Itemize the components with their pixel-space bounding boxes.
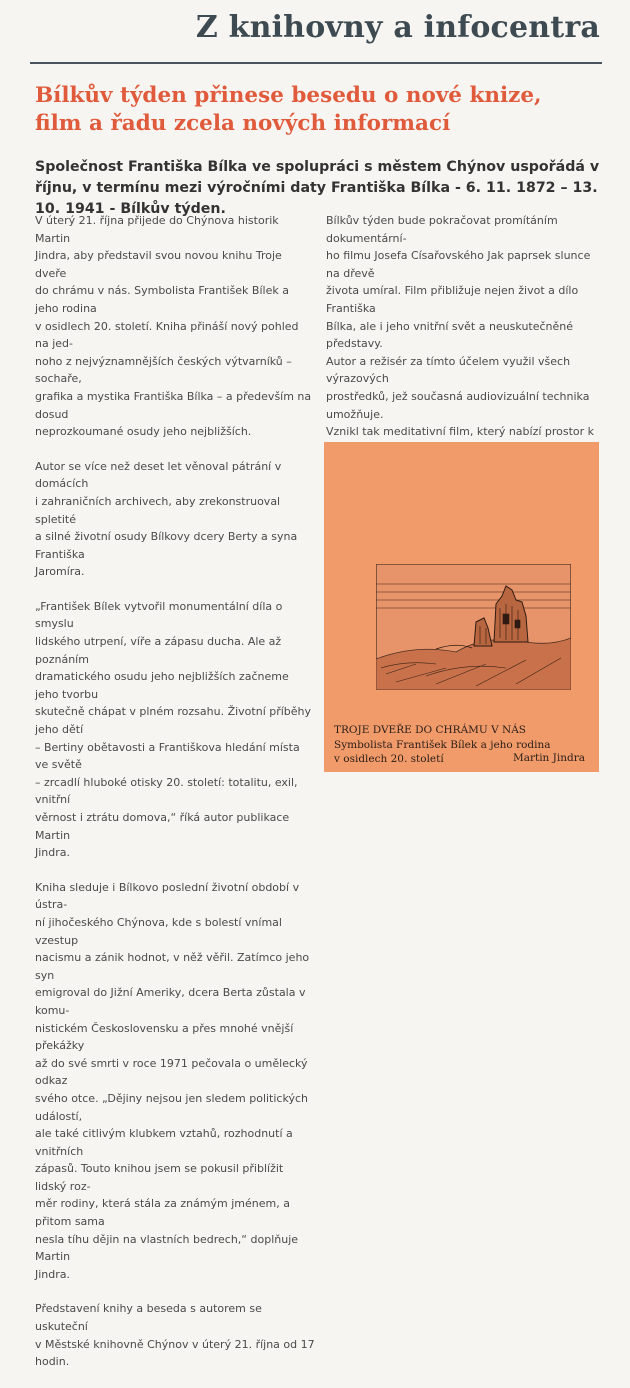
article-column-left	[35, 212, 315, 1388]
article-lead: Společnost Františka Bílka ve spolupráci s městem Chýnov uspořádá v říjnu, v termínu mezi výročními daty Františka Bílka - 6. 11. 1872 – 13. 10. 1941 - Bílkův týden.	[35, 159, 600, 217]
headline-line-1: Bílkův týden přinese besedu o nové knize,	[35, 83, 542, 108]
headline-line-2: film a řadu zcela nových informací	[35, 111, 451, 136]
paragraph: Kniha sleduje i Bílkovo poslední životní období v ústra- ní jihočeského Chýnova, kde s bolestí vnímal vzestup nacismu a zánik hodnot, v něž věřil. Zatímco jeho syn emigroval do Jižní Ameriky, dcera Berta zůstala v komu- nistickém Československu a přes mnohé vnější překážky až do své smrti v roce 1971 pečovala o umělecký odkaz svého otce. „Dějiny nejsou jen sledem politických událostí, ale také citlivým klubkem vztahů, rozhodnutí a vnitřních zápasů. Touto knihou jsem se pokusil přiblížit lidský roz- měr rodiny, která stála za známým jménem, a přitom sama nesla tíhu dějin na vlastních bedrech,“ doplňuje Martin Jindra.	[35, 880, 310, 1281]
book-title-line-3: v osidlech 20. století	[334, 753, 444, 765]
book-title-line-1: TROJE DVEŘE DO CHRÁMU V NÁS	[334, 724, 526, 736]
book-author: Martin Jindra	[512, 752, 585, 764]
castle-ruin-etching-icon	[376, 564, 571, 690]
article-headline	[35, 82, 595, 138]
section-title: Z knihovny a infocentra	[195, 10, 600, 45]
paragraph: Autor se více než deset let věnoval pátrání v domácích i zahraničních archivech, aby zrekonstruoval spletité a silné životní osudy Bílkovy dcery Berty a syna Františka Jaromíra.	[35, 459, 298, 579]
book-title-line-2: Symbolista František Bílek a jeho rodina	[334, 738, 551, 751]
paragraph: Představení knihy a beseda s autorem se uskuteční v Městské knihovně Chýnov v úterý 21. října od 17 hodin.	[35, 1302, 315, 1369]
header-divider	[30, 62, 602, 64]
paragraph: „František Bílek vytvořil monumentální díla o smyslu lidského utrpení, víře a zápasu ducha. Ale až poznáním dramatického osudu jeho nejbližších začneme jeho tvorbu skutečně chápat v plném rozsahu. Životní příběhy jeho dětí – Bertiny obětavosti a Františkova hledání místa ve světě – zrcadlí hluboké otisky 20. století: totalitu, exil, vnitřní věrnost i ztrátu domova,“ říká autor publikace Martin Jindra.	[35, 599, 312, 860]
book-cover	[324, 442, 599, 772]
paragraph: Bílkův týden bude pokračovat promítáním dokumentární- ho filmu Josefa Císařovského Jak paprsek slunce na dřevě života umíral. Film přibližuje nejen život a dílo Františka Bílka, ale i jeho vnitřní svět a neuskutečněné představy. Autor a režisér za tímto účelem využil všech výrazových prostředků, jež současná audiovizuální technika umožňuje. Vznikl tak meditativní film, který nabízí prostor k	[326, 214, 595, 439]
paragraph: V úterý 21. října přijede do Chýnova historik Martin Jindra, aby představil svou novou knihu Troje dveře do chrámu v nás. Symbolista František Bílek a jeho rodina v osidlech 20. století. Kniha přináší nový pohled na jed- noho z nejvýznamnějších českých výtvarníků – sochaře, grafika a mystika Františka Bílka – a především na dosud neprozkoumané osudy jeho nejbližších.	[35, 214, 312, 439]
